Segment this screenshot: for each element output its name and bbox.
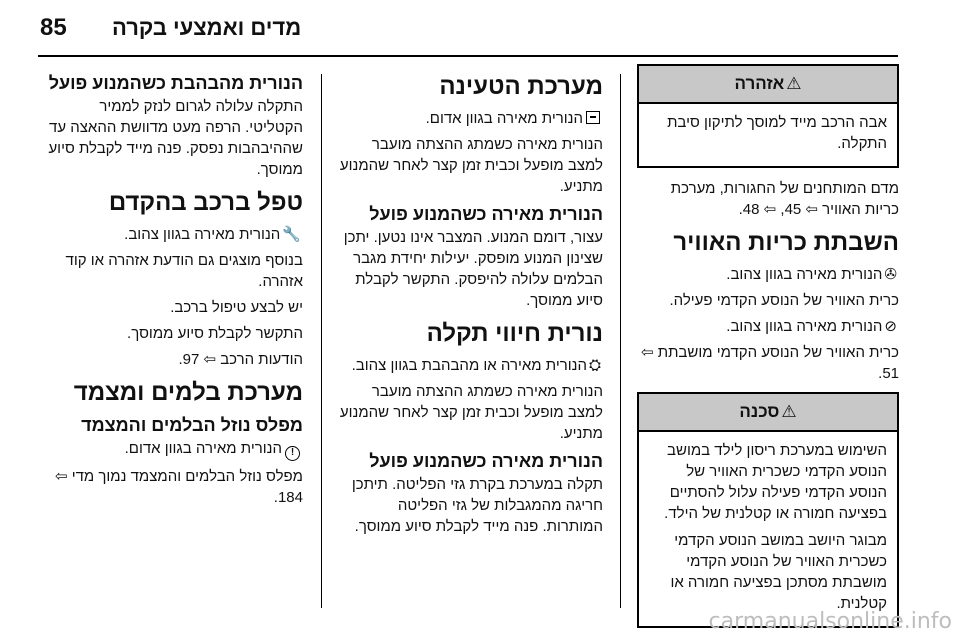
service-text-1: 🔧הנורית מאירה בגוון צהוב. [124, 226, 301, 243]
wrench-car-icon: 🔧 [282, 226, 301, 243]
page-number: 85 [40, 14, 67, 41]
battery-icon [586, 111, 600, 124]
danger-box-title [639, 394, 897, 432]
brake-circle-icon: ! [285, 446, 300, 461]
brake-fluid-title: מפלס נוזל הבלמים והמצמד [81, 415, 303, 435]
airbag-off-desc: כרית האוויר של הנוסע הקדמי מושבתת ⇦ 51. [640, 344, 899, 382]
caution-title-text: אזהרה [734, 74, 785, 93]
page-header [0, 0, 960, 44]
engine-check-icon: ⛭ [588, 357, 601, 374]
warning-triangle-icon: ⚠ [781, 402, 797, 421]
service-vehicle-title: טפל ברכב בהקדם [108, 189, 303, 216]
header-divider [38, 55, 898, 57]
airbag-on-text: ✇הנורית מאירה בגוון צהוב. [726, 266, 897, 283]
service-text-2: בנוסף מוצגים גם הודעת אזהרה או קוד אזהרה. [65, 252, 303, 290]
brake-text-1: !הנורית מאירה בגוון אדום. [38, 438, 303, 461]
danger-title-text: סכנה [739, 402, 780, 421]
malfunction-text: ⛭הנורית מאירה או מהבהבת בגוון צהוב. [351, 357, 601, 374]
right-column [637, 64, 899, 638]
airbag-deactivation-title: השבתת כריות האוויר [673, 229, 899, 256]
caution-box [637, 64, 899, 168]
airbag-on-icon: ✇ [884, 266, 897, 283]
service-text-4: התקשר לקבלת סיוע ממוסך. [127, 325, 303, 342]
blink-running-title: הנורית מהבהבת כשהמנוע פועל [48, 73, 303, 93]
warning-triangle-icon: ⚠ [786, 74, 802, 93]
malfunction-running-text: תקלה במערכת בקרת גזי הפליטה. תיתכן חריגה מהמגבלות של גזי הפליטה המותרות. פנה מייד לקבלת סיוע ממוסך. [351, 476, 603, 535]
charging-text: הנורית מאירה בגוון אדום. [338, 108, 603, 129]
airbag-on-desc: כרית האוויר של הנוסע הקדמי פעילה. [669, 292, 899, 309]
watermark: carmanualsonline.info [708, 609, 952, 634]
brake-clutch-title: מערכת בלמים ומצמד [73, 379, 303, 406]
danger-box [637, 392, 899, 628]
charging-running-title: הנורית מאירה כשהמנוע פועל [369, 204, 603, 224]
airbag-off-icon: ⊘ [884, 318, 897, 335]
airbag-off-text: ⊘הנורית מאירה בגוון צהוב. [726, 318, 897, 335]
charging-system-title: מערכת הטעינה [439, 73, 603, 100]
service-text-3: יש לבצע טיפול ברכב. [170, 299, 303, 316]
malfunction-running-title: הנורית מאירה כשהמנוע פועל [369, 451, 603, 471]
left-column [38, 64, 303, 513]
blink-running-text: התקלה עלולה לגרום לנזק לממיר הקטליטי. הרפה מעט מדוושת ההאצה עד שההיבהבות נפסק. פנה מייד לקבלת סיוע ממוסך. [48, 98, 303, 178]
column-divider [620, 74, 621, 608]
middle-column [338, 64, 603, 542]
danger-text-1: השימוש במערכת ריסון לילד במושב הנוסע הקדמי כשכרית האוויר של הנוסע הקדמי פעילה עלול להסתיים בפציעה חמורה או קטלנית של הילד. [664, 442, 887, 522]
caution-box-title [639, 66, 897, 104]
caution-text: אבה הרכב מייד למוסך לתיקון סיבת התקלה. [667, 114, 887, 152]
page-title: מדים ואמצעי בקרה [112, 15, 302, 40]
charging-ignition-text: הנורית מאירה כשמתג ההצתה מועבר למצב מופעל וכבית זמן קצר לאחר שהמנוע מתניע. [339, 136, 603, 195]
column-divider [321, 74, 322, 608]
malfunction-indicator-title: נורית חיווי תקלה [426, 320, 603, 347]
service-text-5: הודעות הרכב ⇦ 97. [178, 351, 303, 368]
airbag-intro: מדם המותחנים של החגורות, מערכת כריות האוויר ⇦ 45, ⇦ 48. [670, 180, 899, 218]
danger-text-2: מבוגר היושב במושב הנוסע הקדמי כשכרית האוויר של הנוסע הקדמי מושבתת מסתכן בפציעה חמורה או קטלנית. [670, 532, 887, 612]
brake-text-2: מפלס נוזל הבלמים והמצמד נמוך מדי ⇦ 184. [54, 468, 303, 506]
charging-running-text: עצור, דומם המנוע. המצבר אינו נטען. יתכן שצינון המנוע מופסק. יעילות יחידת מגבר הבלמים עלולה להיפסק. התקשר לקבלת סיוע ממוסך. [343, 229, 603, 309]
malfunction-ignition-text: הנורית מאירה כשמתג ההצתה מועבר למצב מופעל וכבית זמן קצר לאחר שהמנוע מתניע. [339, 383, 603, 442]
